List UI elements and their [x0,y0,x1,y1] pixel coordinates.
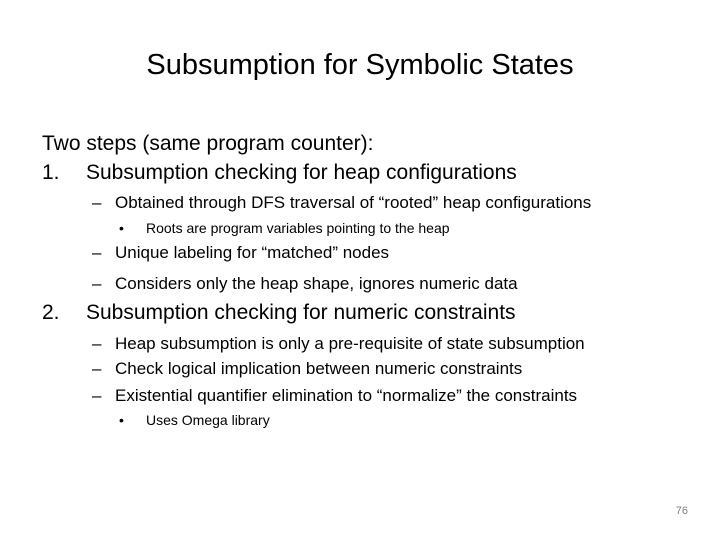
dash-marker: – [92,243,102,262]
step-heading: Subsumption checking for numeric constraints [86,301,516,324]
bullet-marker: • [119,412,124,428]
dash-marker: – [92,274,102,293]
step-number: 2. [42,301,60,324]
dash-marker: – [92,386,102,405]
step-number: 1. [42,161,60,184]
bullet-point: Unique labeling for “matched” nodes [115,243,390,262]
intro-text: Two steps (same program counter): [42,132,374,155]
sub-bullet-point: Uses Omega library [146,412,270,428]
bullet-point: Considers only the heap shape, ignores numeric data [115,274,518,293]
dash-marker: – [92,359,102,378]
dash-marker: – [92,193,102,212]
bullet-marker: • [119,220,124,236]
bullet-point: Heap subsumption is only a pre-requisite of state subsumption [115,334,585,353]
bullet-point: Check logical implication between numeric constraints [115,359,523,378]
page-number: 76 [675,505,688,517]
step-heading: Subsumption checking for heap configurations [86,161,517,184]
bullet-point: Obtained through DFS traversal of “rooted” heap configurations [115,193,592,212]
sub-bullet-point: Roots are program variables pointing to the heap [146,220,450,236]
dash-marker: – [92,334,102,353]
bullet-point: Existential quantifier elimination to “normalize” the constraints [115,386,578,405]
slide-title: Subsumption for Symbolic States [146,49,574,81]
